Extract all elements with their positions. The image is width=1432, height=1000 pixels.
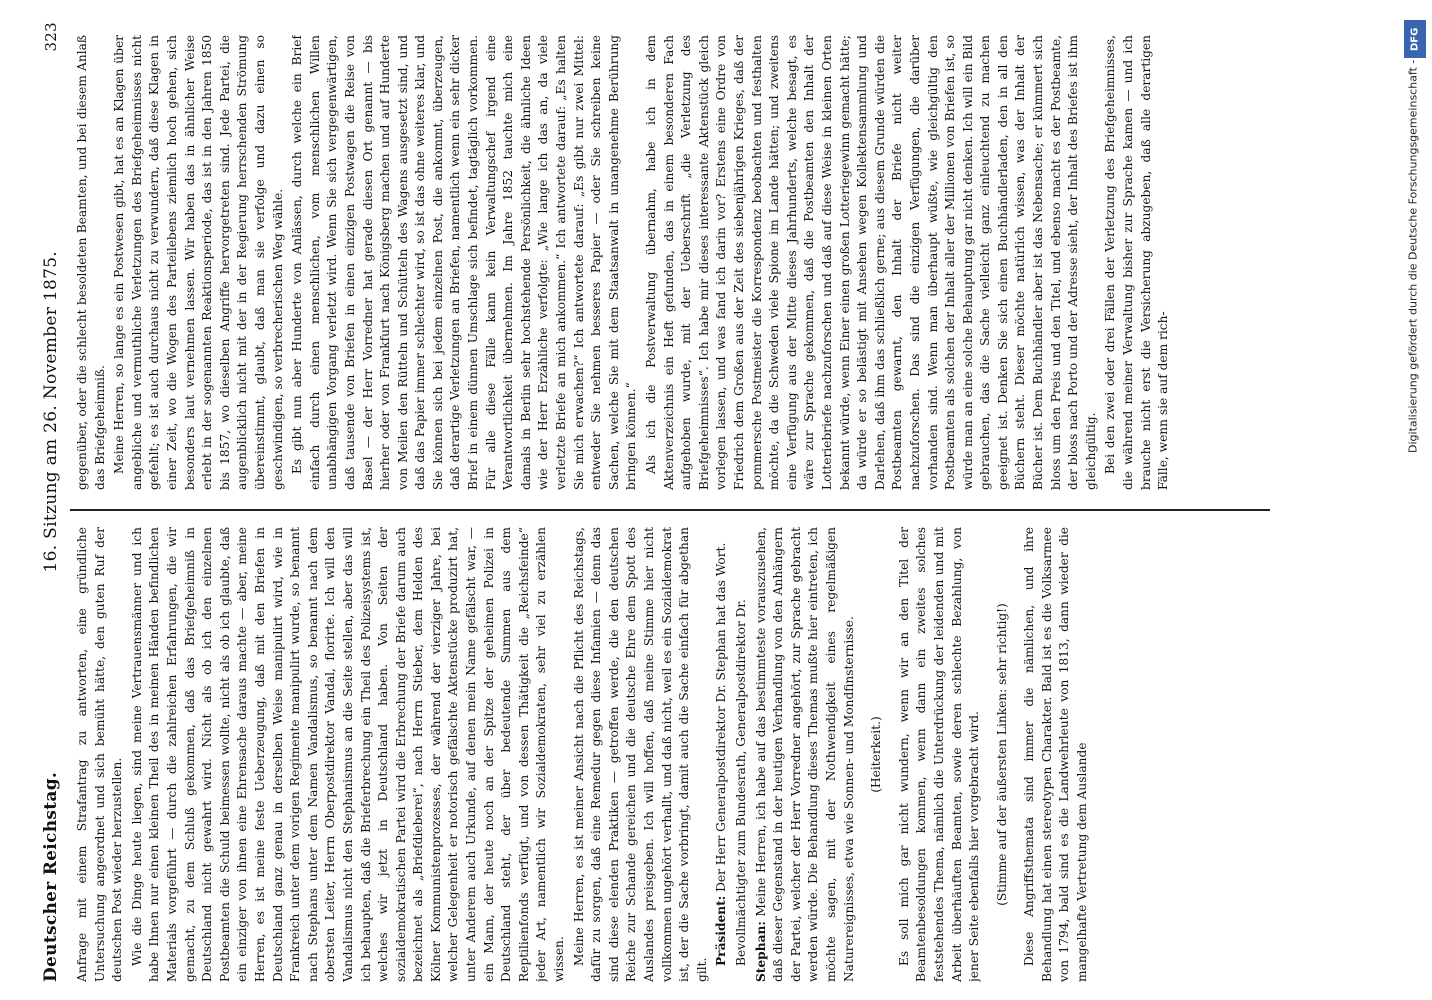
paragraph: Es gibt nun aber Hunderte von Anlässen, durch welche ein Brief einfach durch einen menschlichen, vom menschlichen Willen unabhängigen Vorgang verletzt wird. Wenn Sie sich vergegenwärtigen, daß tausende von Briefen in einen einzigen Postwagen die Reise von Basel — der Herr Vorredner hat gerade diesen Ort genannt — bis hierher oder von Frankfurt nach Königsberg machen und auf Hunderte von Meilen den Rütteln und Schütteln des Wagens ausgesetzt sind, und daß das Papier immer schlechter wird, so ist das ohne weiteres klar, und Sie können sich bei jedem einzelnen Post, die ankommt, überzeugen, daß derartige Verletzungen an Briefen, namentlich wenn ein sehr dicker Brief in einem dünnen Umschlage sich befindet, tagtäglich vorkommen. Für alle diese Fälle kann kein Verwaltungschef irgend eine Verantwortlichkeit übernehmen. Im Jahre 1852 tauchte mich eine damals in Berlin sehr hochstehende Persönlichkeit, die ähnliche Ideen wie der Herr Erzähliche verfolgte: „Wie lange ich das an, da viele verletzte Briefe an mich ankommen.“ Ich antwortete darauf: „Es halten Sie mich erwachen?“ Ich antwortete darauf: „Es gibt nur zwei Mittel: entweder Sie nehmen besseres Papier — oder Sie schreiben keine Sachen, welche Sie mit dem Staatsanwalt in unangenehme Berührung bringen können.“ [290, 35, 639, 490]
paragraph: gegenüber, oder die schlecht besoldeten Beamten, und bei diesem Anlaß das Briefgeheimniß. [75, 35, 107, 490]
paragraph: Diese Angriffsthemata sind immer die nämlichen, und ihre Behandlung hat einen stereotypen Charakter. Bald ist es die Volksarmee von 1794, bald sind es die Landwehrleute von 1813, dann wieder die mangelhafte Vertretung dem Auslande [1022, 527, 1090, 982]
dfg-logo: DFG [1404, 20, 1426, 58]
paragraph: Bei den zwei oder drei Fällen der Verletzung des Briefgeheimnisses, die während meiner Verwaltung bisher zur Sprache kamen — und ich brauche nicht erst die Versicherung abzugeben, daß alle derartigen Fälle, wenn sie auf dem rich- [1103, 35, 1171, 490]
paragraph: Meine Herren, so lange es ein Postwesen gibt, hat es an Klagen über angebliche und vermuthliche Verletzungen des Briefgeheimnisses nicht gefehlt; es ist auch durchaus nicht zu verwundern, daß diese Klagen in einer Zeit, wo die Wogen des Parteilebens ziemlich hoch gehen, sich besonders laut vernehmen lassen. Wir haben das in ähnlicher Weise erlebt in der sogenannten Reaktionsperiode, das ist in den Jahren 1850 bis 1857, wo dieselben Angriffe hervorgetreten sind. Jede Partei, die augenblicklich nicht mit der in der Regierung herrschenden Strömung übereinstimmt, glaubt, daß man sie verfolge und dazu einen so geschwindigen, so verbrecherischen Weg wähle. [112, 35, 285, 490]
president-statement [713, 527, 731, 982]
speaker-name: Stephan: [753, 921, 768, 982]
statement-text: Meine Herren, ich habe auf das bestimmteste vorauszusehen, daß dieser Gegenstand in der heutigen Verhandlung von den Anhängern der Partei, welcher der Herr Vorredner angehört, zur Sprache gebracht werden würde. Die Behandlung dieses Themas mußte hier eintreten, ich möchte sagen, mit der Nothwendigkeit eines regelmäßigen Naturereignisses, etwa wie Sonnen- und Mondfinsternisse. [753, 527, 856, 982]
digitization-credit: Digitalisierung gefördert durch die Deutsche Forschungsgemeinschaft - [1406, 60, 1420, 454]
interjection: (Stimme auf der äußersten Linken: sehr richtig!) [994, 603, 1009, 906]
speaker-intro: Bevollmächtigter zum Bundesrath, Generalpostdirektor Dr. [733, 599, 748, 966]
page-number: 323 [42, 22, 60, 52]
speaker-name: Präsident: [714, 895, 729, 966]
stage-direction: (Heiterkeit.) [869, 716, 884, 793]
paragraph: Anfrage mit einem Strafantrag zu antworten, eine gründliche Untersuchung angeordnet und sich bemüht hätte, den guten Ruf der deutschen Post wieder herzustellen. [75, 527, 125, 982]
stephan-statement [753, 527, 859, 982]
statement-text: Der Herr Generalpostdirektor Dr. Stephan hat das Wort. [714, 542, 729, 892]
paragraph: Als ich die Postverwaltung übernahm, habe ich in dem Aktenverzeichnis ein Heft gefunden, das in einem besonderen Fach aufgehoben wurde, mit der Ueberschrift „die Verletzung des Briefgeheimnisses“. Ich habe mir dieses interessante Aktenstück gleich vorlegen lassen, und was fand ich darin vor? Erstens eine Ordre von Friedrich dem Großen aus der Zeit des siebenjährigen Krieges, daß der pommersche Postmeister die Korrespondenz beobachten und festhalten möchte, da die Schweden viele Spione im Lande hätten; und zweitens eine Verfügung aus der Mitte dieses Jahrhunderts, welche besagt, es wäre zur Sprache gekommen, daß die Postbeamten den Inhalt der Lotteriebriefe nachzuforschen und daß auf diese Weise in kleinen Orten bekannt würde, wenn Einer einen großen Lotteriegewinn gemacht hätte; da würde er so belästigt mit Ansehen wegen Kollektensammlung und Darlehen, daß ihm das schließlich gerne; aus diesem Grunde würden die Postbeamten gewarnt, den Inhalt der Briefe nicht weiter nachzuforschen. Das sind die einzigen Verfügungen, die darüber vorhanden sind. Wenn man überhaupt wüßte, wie gleichgültig den Postbeamten als solchen der Inhalt aller der Millionen von Briefen ist, so würde man an eine solche Behauptung gar nicht denken. Ich will ein Bild gebrauchen, das die Sache vielleicht ganz einleuchtend zu machen geeignet ist. Denken Sie sich einen Buchhändlerladen, den in all den Büchern steht. Dieser möchte natürlich wissen, was der Inhalt der Bücher ist. Dem Buchhändler aber ist das Nebensache; er kümmert sich bloss um den Preis und den Titel, und ebenso macht es der Postbeamte, der bloss nach Porto und der Adresse sieht, der Inhalt des Briefes ist ihm gleichgültig. [644, 35, 1098, 490]
page-header [38, 22, 64, 982]
journal-title: Deutscher Reichstag. [41, 771, 61, 982]
right-column [74, 35, 1384, 490]
column-divider [70, 509, 1270, 511]
session-title: 16. Sitzung am 26. November 1875. [41, 250, 61, 573]
paragraph: Wie die Dinge heute liegen, sind meine Vertrauensmänner und ich habe Ihnen nur einen kleinen Theil des in meinen Händen befindlichen Materials vorgeführt — durch die zahlreichen Erfahrungen, die wir gemacht, zu dem Schluß gekommen, daß das Briefgeheimniß in Deutschland nicht gewahrt wird. Nicht als ob ich den einzelnen Postbeamten die Schuld beimessen wollte, nicht als ob ich glaubte, daß ein einziger von ihnen eine Ehrensache daraus machte — aber, meine Herren, es ist meine feste Ueberzeugung, daß mit den Briefen in Deutschland ganz genau in derselben Weise manipulirt wird, wie in Frankreich unter dem vorigen Regimente manipulirt wurde, so benannt nach Stephans unter dem Namen Vandalismus, so benannt nach dem obersten Leiter, Herrn Oberpostdirektor Vandal, florirte. Ich will den Vandalismus nicht den Stephanismus an die Seite stellen, aber das will ich behaupten, daß die Brieferbrechung ein Theil des Polizeisystems ist, welches wir jetzt in Deutschland haben. Von Seiten der sozialdemokratischen Partei wird die Erbrechung der Briefe darum auch bezeichnet als „Briefdieberei“, nach Herrn Stieber, dem Helden des Kölner Kommunistenprozesses, der während der vierziger Jahre, bei welcher Gelegenheit er notorisch gefälschte Aktenstücke produzirt hat, unter Anderem auch Urkunde, auf denen mein Name gefälscht war, — ein Mann, der heute noch an der Spitze der geheimen Polizei in Deutschland steht, der über bedeutende Summen aus dem Reptilienfonds verfügt, und von dessen Thätigkeit die „Reichsfeinde“ jeder Art, namentlich wir Sozialdemokraten, sehr viel zu erzählen wissen. [129, 527, 567, 982]
paragraph: Es soll mich gar nicht wundern, wenn wir an den Titel der Beamtenbesoldungen kommen, wenn dann ein zweites solches feststehendes Thema, nämlich die Unterdrückung der leidenden und mit Arbeit überhäuften Beamten, sowie deren schlechte Bezahlung, von jener Seite ebenfalls hier vorgebracht wird. [896, 527, 982, 982]
paragraph: Meine Herren, es ist meiner Ansicht nach die Pflicht des Reichstags, dafür zu sorgen, daß eine Remedur gegen diese Infamien — denn das sind diese elenden Praktiken — getroffen werde, die den deutschen Reiche zur Schande gereichen und die deutsche Ehre dem Spott des Auslandes preisgeben. Ich will hoffen, daß meine Stimme hier nicht vollkommen ungehört verhallt, und daß nicht, weil es ein Sozialdemokrat ist, der die Sache vorbringt, damit auch die Sache einfach für abgethan gilt. [571, 527, 709, 982]
left-column [74, 527, 1384, 982]
